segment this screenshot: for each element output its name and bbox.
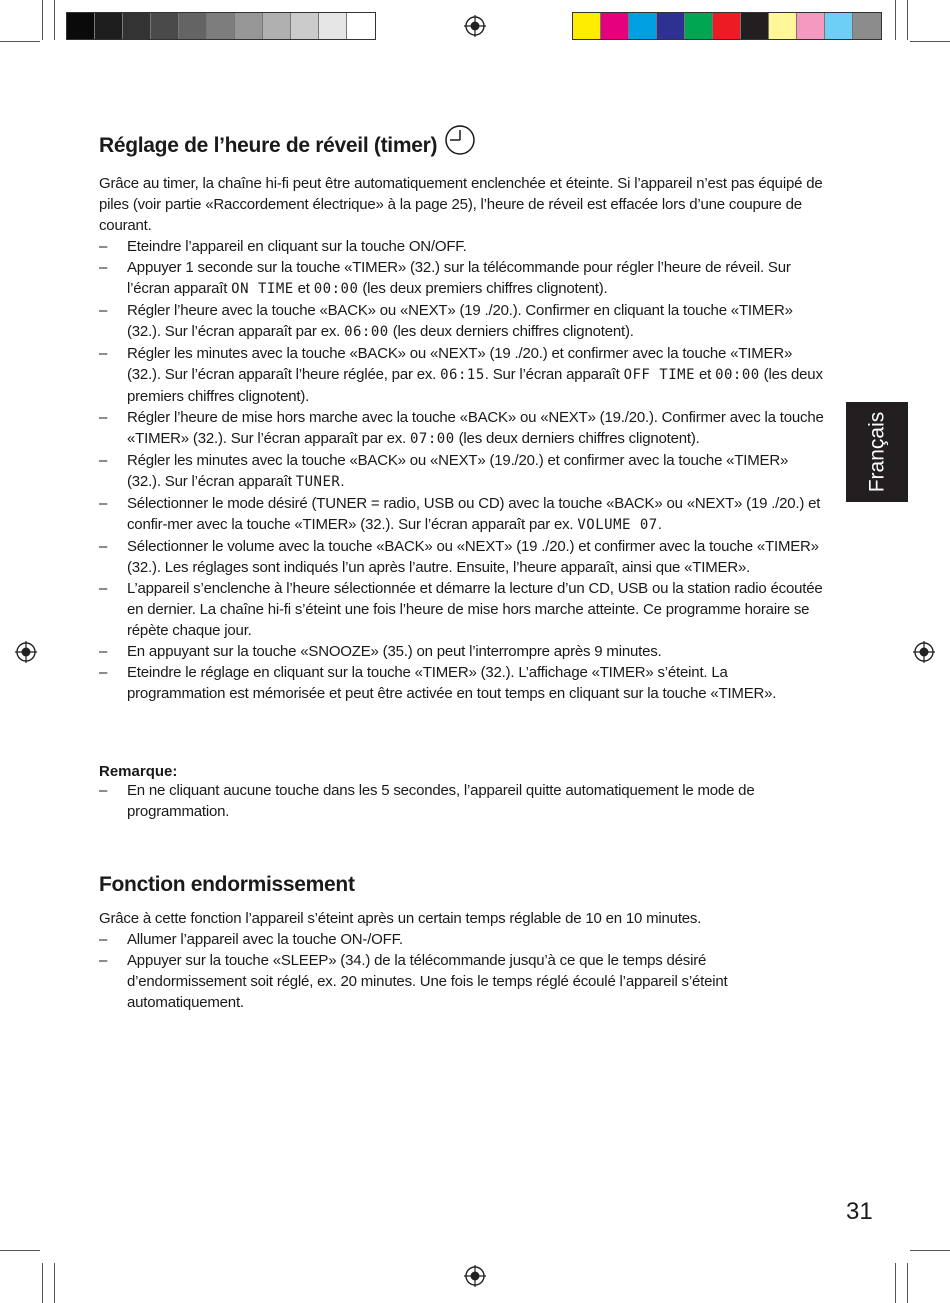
section-body-timer	[99, 173, 824, 704]
registration-mark-icon	[15, 641, 37, 663]
section-heading-timer	[99, 124, 476, 158]
lcd-display-text: 07:00	[410, 431, 455, 447]
crop-mark	[0, 41, 40, 42]
color-swatch	[741, 13, 769, 39]
crop-mark	[42, 1263, 43, 1303]
crop-mark	[54, 1263, 55, 1303]
sleep-steps-list	[99, 929, 824, 1013]
crop-mark	[907, 0, 908, 40]
lcd-display-text: 06:15	[440, 367, 485, 383]
color-swatch	[797, 13, 825, 39]
registration-mark-icon	[913, 641, 935, 663]
color-swatch	[67, 13, 95, 39]
registration-mark-icon	[464, 1265, 486, 1287]
crop-mark	[54, 0, 55, 40]
intro-paragraph: Grâce à cette fonction l’appareil s’éteint après un certain temps réglable de 10 en 10 minutes.	[99, 910, 702, 927]
language-tab-label: Français	[865, 411, 888, 493]
registration-mark-icon	[464, 15, 486, 37]
section-title: Fonction endormissement	[99, 873, 355, 896]
color-swatch	[769, 13, 797, 39]
list-item: – En appuyant sur la touche «SNOOZE» (35.) on peut l’interrompre après 9 minutes.	[99, 641, 824, 662]
color-swatch	[685, 13, 713, 39]
lcd-display-text: ON TIME	[231, 281, 294, 297]
language-tab	[846, 402, 908, 502]
list-item: – Appuyer sur la touche «SLEEP» (34.) de la télécommande jusqu’à ce que le temps désiré d’endormissement soit réglé, ex. 20 minutes. Une fois le temps réglé écoulé l’appareil s’éteint automatiquement.	[99, 950, 824, 1013]
color-swatch	[601, 13, 629, 39]
color-swatch	[853, 13, 881, 39]
section-title: Réglage de l’heure de réveil (timer)	[99, 134, 438, 157]
lcd-display-text: OFF TIME	[623, 367, 696, 383]
section-body-sleep	[99, 908, 824, 1013]
color-calibration-bar	[572, 12, 882, 40]
color-swatch	[207, 13, 235, 39]
note-heading: Remarque:	[99, 763, 178, 780]
list-item: – En ne cliquant aucune touche dans les 5 secondes, l’appareil quitte automatiquement le mode de programmation.	[99, 780, 824, 822]
color-swatch	[263, 13, 291, 39]
lcd-display-text: 06:00	[344, 324, 389, 340]
color-swatch	[629, 13, 657, 39]
color-swatch	[179, 13, 207, 39]
crop-mark	[42, 0, 43, 40]
lcd-display-text: 00:00	[313, 281, 359, 297]
crop-mark	[895, 0, 896, 40]
page-number: 31	[846, 1198, 873, 1225]
lcd-display-text: TUNER	[295, 474, 341, 490]
note-list	[99, 780, 824, 822]
list-item: – Régler l’heure avec la touche «BACK» ou «NEXT» (19 ./20.). Confirmer en cliquant la touche «TIMER» (32.). Sur l’écran apparaît par ex. 06:00 (les deux derniers chiffres clignotent).	[99, 300, 824, 343]
color-swatch	[573, 13, 601, 39]
crop-mark	[910, 41, 950, 42]
list-item: – Sélectionner le mode désiré (TUNER = radio, USB ou CD) avec la touche «BACK» ou «NEXT» (19 ./20.) et confir-mer avec la touche «TIMER» (32.). Sur l’écran apparaît par ex. VOLUME 07.	[99, 493, 824, 536]
color-swatch	[347, 13, 375, 39]
crop-mark	[0, 1250, 40, 1251]
color-swatch	[657, 13, 685, 39]
list-item: – Allumer l’appareil avec la touche ON-/OFF.	[99, 929, 824, 950]
list-item: – Sélectionner le volume avec la touche «BACK» ou «NEXT» (19 ./20.) et confirmer avec la touche «TIMER» (32.). Les réglages sont indiqués l’un après l’autre. Ensuite, l’heure apparaît, ainsi que «TIMER».	[99, 536, 824, 578]
color-swatch	[123, 13, 151, 39]
intro-paragraph: Grâce au timer, la chaîne hi-fi peut être automatiquement enclenchée et éteinte. Si l’appareil n’est pas équipé de piles (voir partie «Raccordement électrique» à la page 25), l’heure de réveil est effacée lors d’une coupure de courant.	[99, 175, 823, 234]
list-item: – Eteindre le réglage en cliquant sur la touche «TIMER» (32.). L’affichage «TIMER» s’éteint. La programmation est mémorisée et peut être activée en tout temps en cliquant sur la touche «TIMER».	[99, 662, 824, 704]
list-item: – Eteindre l’appareil en cliquant sur la touche ON/OFF.	[99, 236, 824, 257]
color-swatch	[713, 13, 741, 39]
crop-mark	[907, 1263, 908, 1303]
note-block	[99, 763, 824, 822]
list-item: – Appuyer 1 seconde sur la touche «TIMER» (32.) sur la télécommande pour régler l’heure de réveil. Sur l’écran apparaît ON TIME et 00:00 (les deux premiers chiffres clignotent).	[99, 257, 824, 300]
crop-mark	[895, 1263, 896, 1303]
color-swatch	[151, 13, 179, 39]
grey-calibration-bar	[66, 12, 376, 40]
lcd-display-text: 00:00	[715, 367, 760, 383]
color-swatch	[825, 13, 853, 39]
crop-mark	[910, 1250, 950, 1251]
list-item: – Régler l’heure de mise hors marche avec la touche «BACK» ou «NEXT» (19./20.). Confirmer avec la touche «TIMER» (32.). Sur l’écran apparaît par ex. 07:00 (les deux derniers chiffres clignotent).	[99, 407, 824, 450]
section-heading-sleep	[99, 873, 355, 897]
timer-steps-list	[99, 236, 824, 704]
clock-icon	[444, 124, 476, 156]
lcd-display-text: VOLUME 07	[577, 517, 658, 533]
color-swatch	[319, 13, 347, 39]
color-swatch	[291, 13, 319, 39]
list-item: – Régler les minutes avec la touche «BACK» ou «NEXT» (19 ./20.) et confirmer avec la touche «TIMER» (32.). Sur l’écran apparaît l’heure réglée, par ex. 06:15. Sur l’écran apparaît OFF TIME et 00:00 (les deux premiers chiffres clignotent).	[99, 343, 824, 407]
list-item: – L’appareil s’enclenche à l’heure sélectionnée et démarre la lecture d’un CD, USB ou la station radio écoutée en dernier. La chaîne hi-fi s’éteint une fois l’heure de mise hors marche atteinte. Ce programme horaire se répète chaque jour.	[99, 578, 824, 641]
color-swatch	[95, 13, 123, 39]
color-swatch	[235, 13, 263, 39]
list-item: – Régler les minutes avec la touche «BACK» ou «NEXT» (19./20.) et confirmer avec la touche «TIMER» (32.). Sur l’écran apparaît TUNER.	[99, 450, 824, 493]
